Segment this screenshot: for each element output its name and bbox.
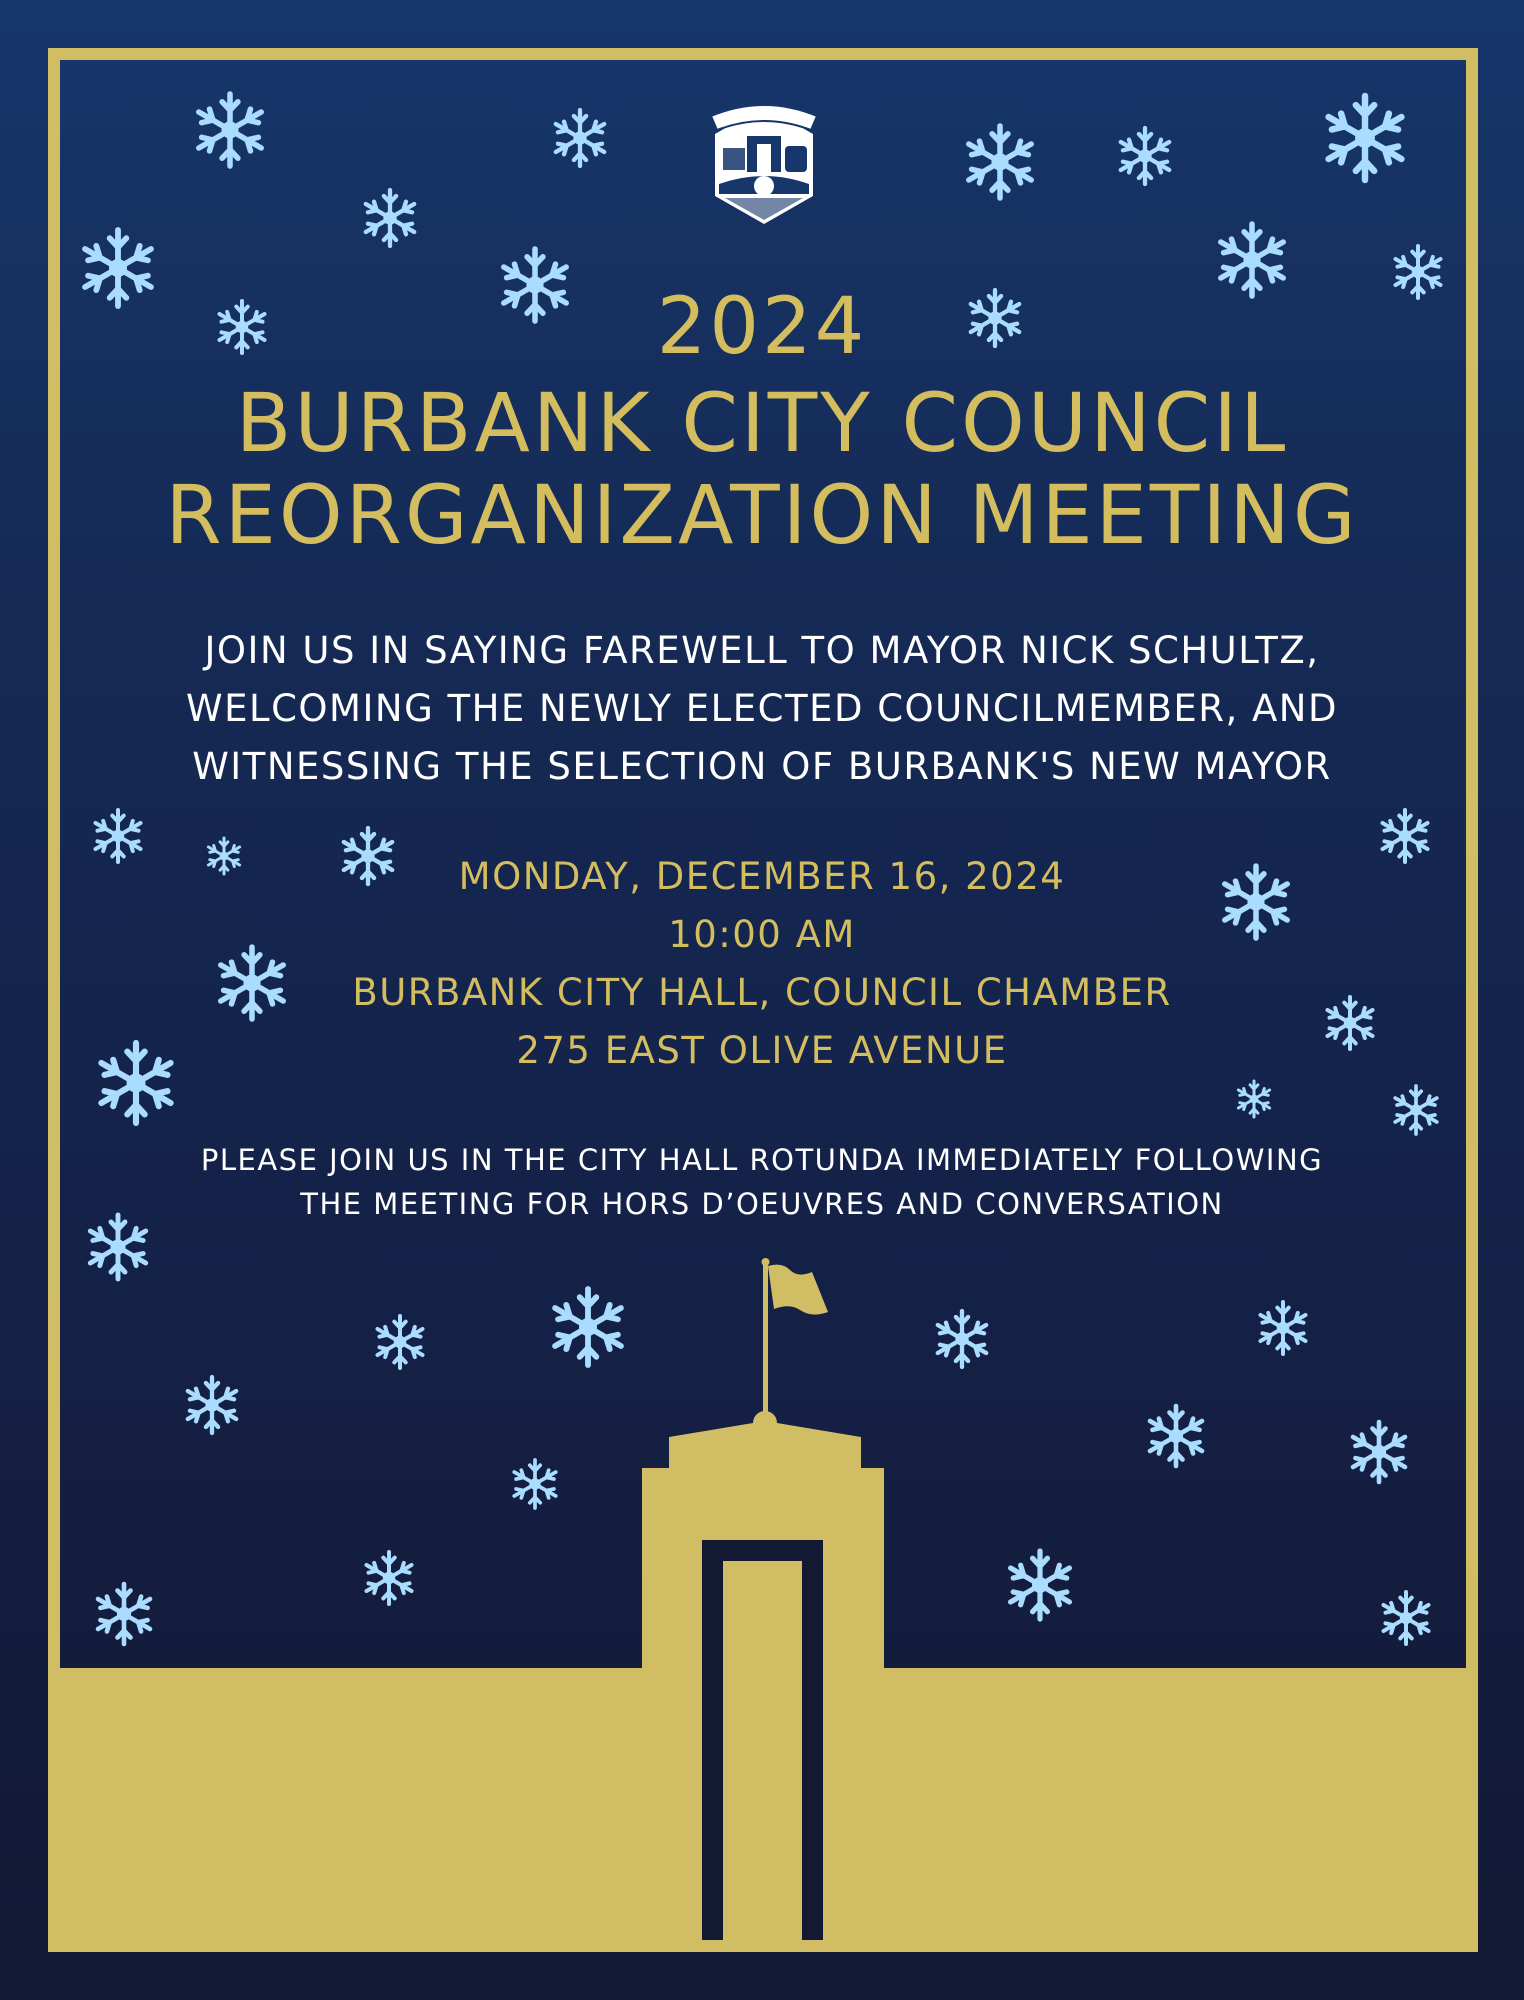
flag-pole-finial xyxy=(762,1258,770,1266)
reception-note xyxy=(0,1138,1524,1226)
city-seal-logo xyxy=(705,98,823,232)
event-year: 2024 xyxy=(656,282,868,372)
event-details xyxy=(0,848,1524,1080)
event-title-line: BURBANK CITY COUNCIL xyxy=(235,377,1289,471)
event-time: 10:00 AM xyxy=(668,913,856,956)
invitation-text xyxy=(0,622,1524,796)
event-title xyxy=(0,378,1524,562)
invitation-line: WELCOMING THE NEWLY ELECTED COUNCILMEMBER, AND xyxy=(186,687,1338,730)
flag-pole xyxy=(763,1262,768,1417)
seal-footer-text xyxy=(705,98,706,99)
event-address: 275 EAST OLIVE AVENUE xyxy=(516,1029,1008,1072)
event-title-line: REORGANIZATION MEETING xyxy=(165,469,1359,563)
reception-line: PLEASE JOIN US IN THE CITY HALL ROTUNDA IMMEDIATELY FOLLOWING xyxy=(200,1143,1324,1177)
reception-line: THE MEETING FOR HORS D’OEUVRES AND CONVERSATION xyxy=(300,1187,1224,1221)
gold-ground-and-tower xyxy=(48,1411,1478,1952)
flag-icon xyxy=(768,1265,828,1315)
invitation-line: JOIN US IN SAYING FAREWELL TO MAYOR NICK SCHULTZ, xyxy=(204,629,1320,672)
event-date: MONDAY, DECEMBER 16, 2024 xyxy=(458,855,1066,898)
invitation-line: WITNESSING THE SELECTION OF BURBANK'S NEW MAYOR xyxy=(192,745,1332,788)
event-venue: BURBANK CITY HALL, COUNCIL CHAMBER xyxy=(352,971,1172,1014)
